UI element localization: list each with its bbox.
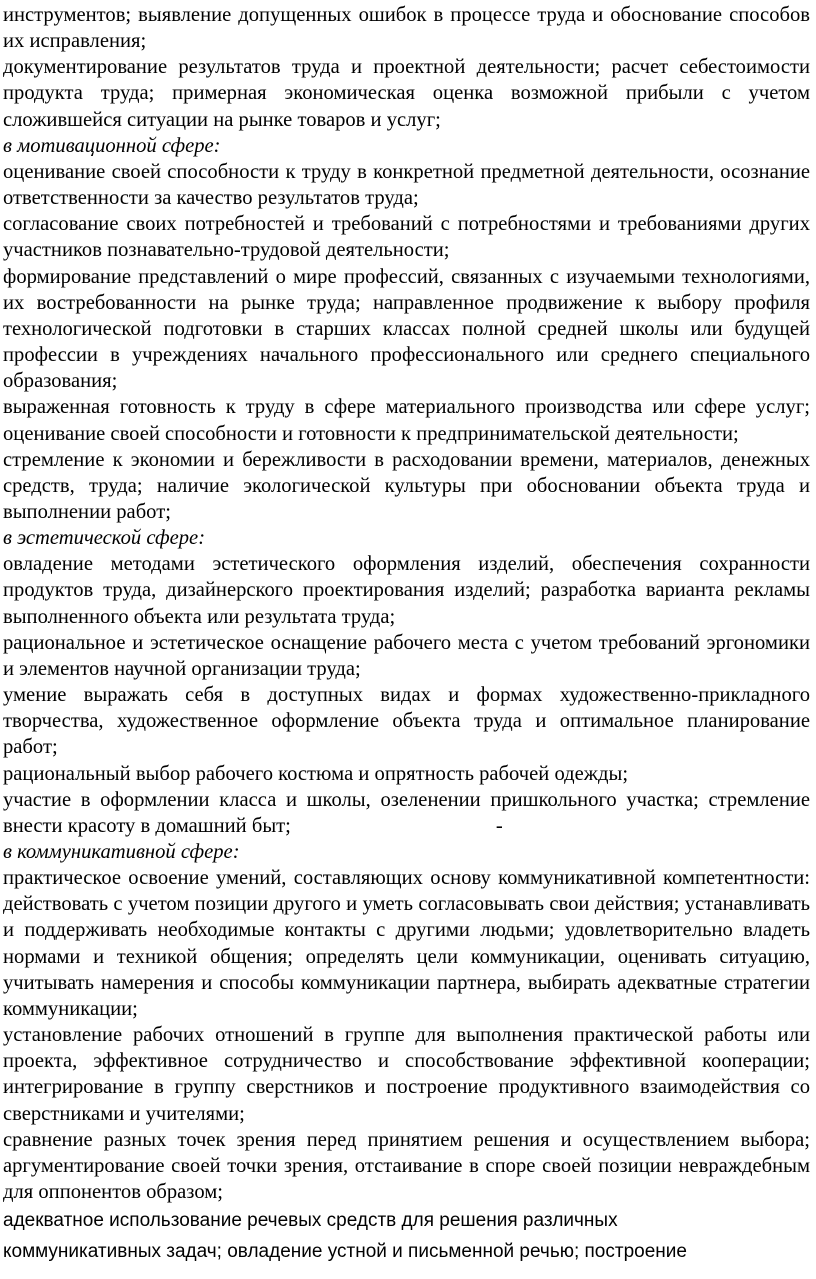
heading-communicative-sphere: в коммуникативной сфере:	[3, 841, 240, 863]
paragraph-group-work: установление рабочих отношений в группе для выполнения практической работы или проекта, эффективное сотрудничество и способствование эффективной кооперации; интегрирование в группу сверстников и построение продуктивного взаимодействия со сверстниками и учителями;	[3, 1024, 810, 1125]
paragraph-class-decoration-text: участие в оформлении класса и школы, озеленении пришкольного участка; стремление внести красоту в домашний быт;	[3, 788, 810, 837]
paragraph-coordinating-needs: согласование своих потребностей и требований с потребностями и требованиями других участников познавательно-трудовой деятельности;	[3, 213, 810, 262]
paragraph-professions: формирование представлений о мире профессий, связанных с изучаемыми технологиями, их востребованности на рынке труда; направленное продвижение к выбору профиля технологической подготовки в старших классах полной средней школы или будущей профессии в учреждениях начального профессионального или среднего специального образования;	[3, 265, 810, 393]
paragraph-tools-errors: инструментов; выявление допущенных ошибок в процессе труда и обоснование способов их исправления;	[3, 4, 810, 53]
paragraph-speech-tools-line2: коммуникативных задач; овладение устной и письменной речью; построение	[3, 1241, 687, 1263]
paragraph-communication-skills: практическое освоение умений, составляющих основу коммуникативной компетентности: действовать с учетом позиции другого и уметь согласовывать свои действия; устанавливать и поддерживать необходимые контакты с другими людьми; удовлетворительно владеть нормами и техникой общения; определять цели коммуникации, оценивать ситуацию, учитывать намерения и способы коммуникации партнера, выбирать адекватные стратегии коммуникации;	[3, 867, 810, 1020]
paragraph-speech-tools-line1: адекватное использование речевых средств для решения различных	[3, 1210, 618, 1232]
dash-mark: -	[495, 814, 503, 837]
paragraph-workplace: рациональное и эстетическое оснащение рабочего места с учетом требований эргономики и элементов научной организации труда;	[3, 631, 810, 680]
paragraph-economy: стремление к экономии и бережливости в расходовании времени, материалов, денежных средств, труда; наличие экологической культуры при обосновании объекта труда и выполнении работ;	[3, 448, 810, 523]
heading-motivational-sphere: в мотивационной сфере:	[3, 134, 221, 157]
heading-aesthetic-sphere: в эстетической сфере:	[3, 527, 206, 550]
paragraph-documenting-results: документирование результатов труда и проектной деятельности; расчет себестоимости продукта труда; примерная экономическая оценка возможной прибыли с учетом сложившейся ситуации на рынке товаров и услуг;	[3, 56, 810, 131]
paragraph-viewpoints: сравнение разных точек зрения перед принятием решения и осуществлением выбора; аргументирование своей точки зрения, отстаивание в споре своей позиции невраждебным для оппонентов образом;	[3, 1128, 810, 1204]
paragraph-class-decoration	[3, 787, 810, 839]
paragraph-readiness-to-work: выраженная готовность к труду в сфере материального производства или сфере услуг; оценивание своей способности и готовности к предпринимательской деятельности;	[3, 396, 810, 445]
paragraph-self-expression: умение выражать себя в доступных видах и формах художественно-прикладного творчества, художественное оформление объекта труда и оптимальное планирование работ;	[3, 684, 810, 759]
paragraph-work-clothing: рациональный выбор рабочего костюма и опрятность рабочей одежды;	[3, 762, 629, 785]
paragraph-evaluating-ability: оценивание своей способности к труду в конкретной предметной деятельности, осознание ответственности за качество результатов труда;	[3, 160, 810, 210]
paragraph-aesthetic-design: овладение методами эстетического оформления изделий, обеспечения сохранности продуктов труда, дизайнерского проектирования изделий; разработка варианта рекламы выполненного объекта или результата труда;	[3, 553, 810, 628]
